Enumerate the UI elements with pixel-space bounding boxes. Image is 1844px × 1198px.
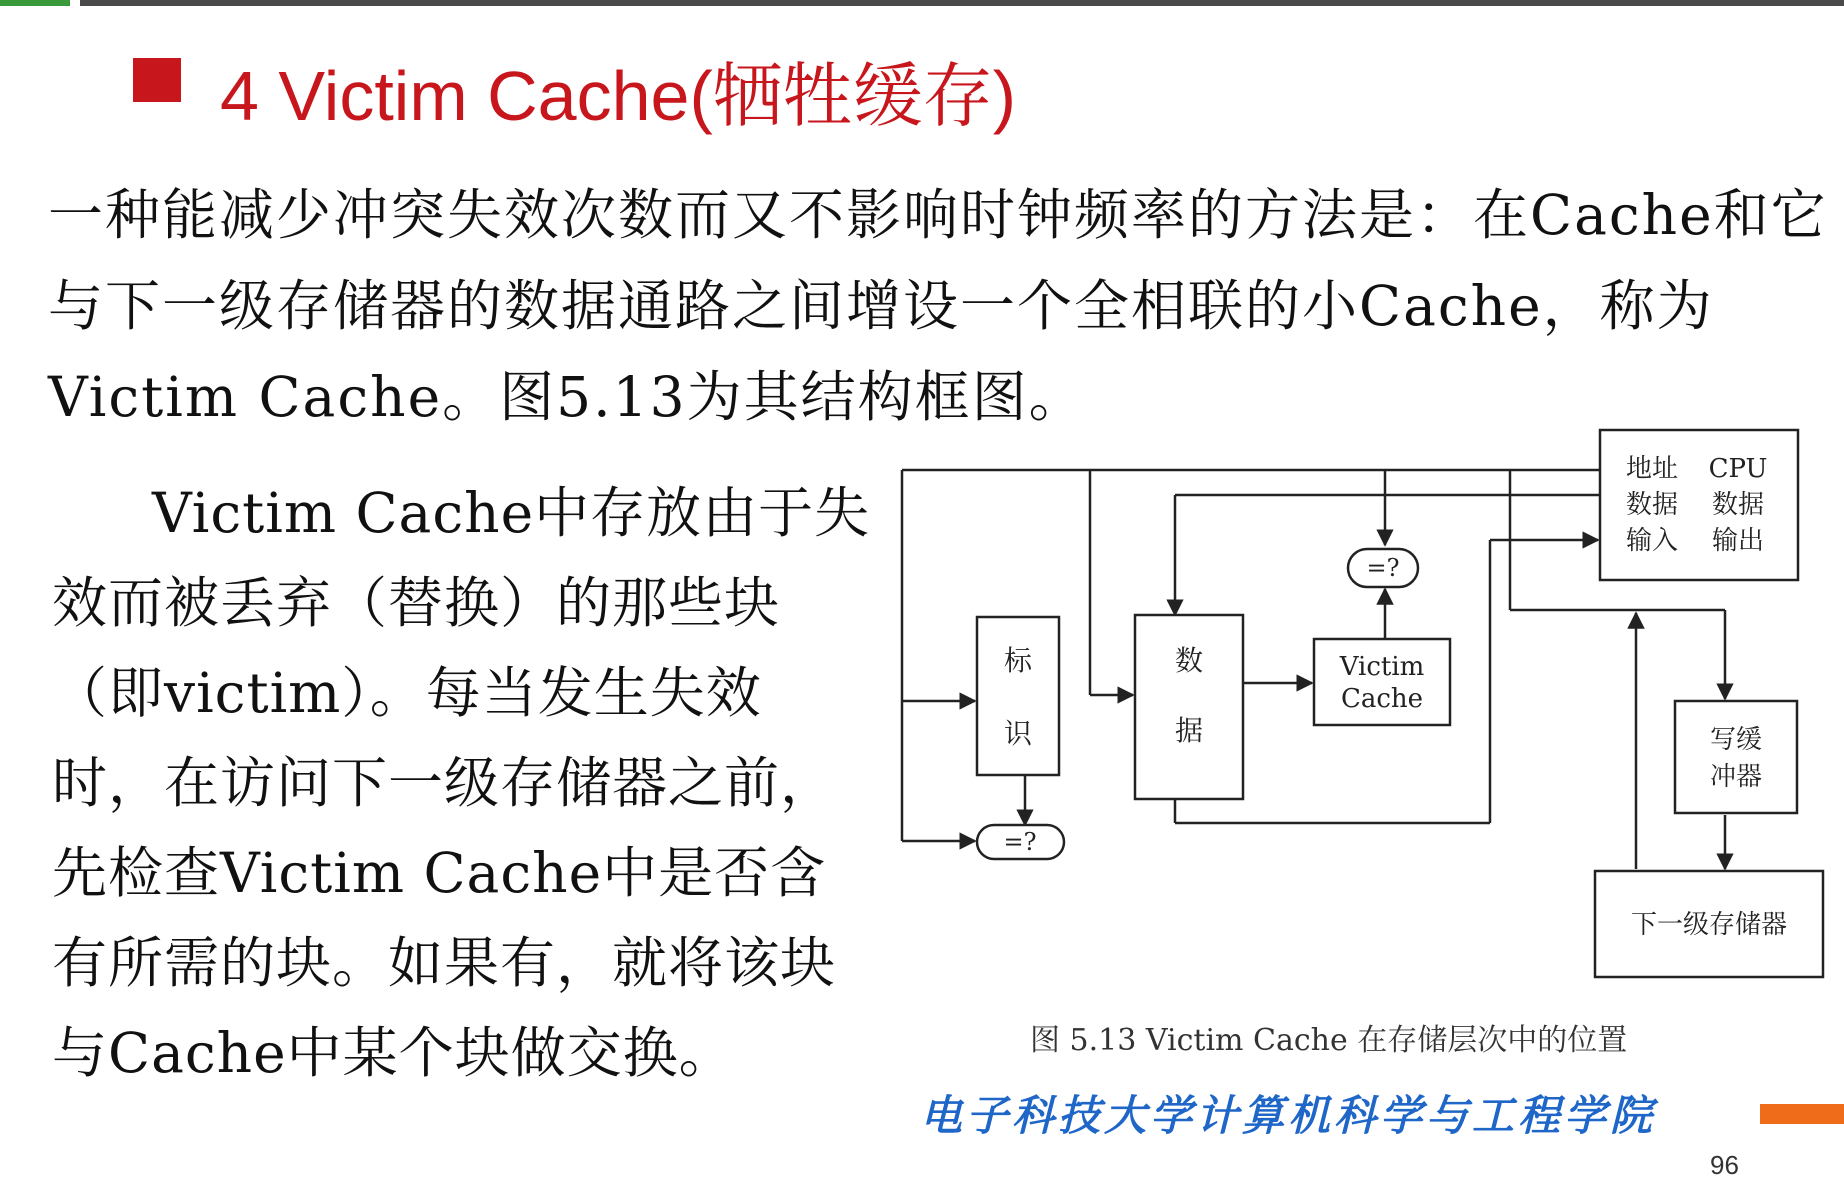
tag-box-label-bottom: 识: [1003, 717, 1033, 750]
cpu-data-input-label: 数据: [1625, 490, 1679, 520]
victim-cache-diagram: [880, 425, 1830, 1015]
tag-box: [977, 617, 1059, 775]
figure-caption: 图 5.13 Victim Cache 在存储层次中的位置: [1030, 1023, 1628, 1058]
cpu-address-label: 地址: [1625, 454, 1679, 484]
data-box: [1135, 615, 1243, 799]
victim-box-label-top: Victim: [1339, 652, 1425, 682]
data-box-label-top: 数: [1174, 644, 1204, 677]
data-box-label-bottom: 据: [1174, 714, 1204, 747]
write-buffer-box: [1675, 701, 1797, 813]
institution-name: 电子科技大学计算机科学与工程学院: [920, 1091, 1657, 1140]
tag-box-label-top: 标: [1003, 644, 1033, 677]
top-divider-bar: [80, 0, 1844, 6]
next-level-storage-label: 下一级存储器: [1630, 910, 1788, 940]
body-paragraph: Victim Cache中存放由于失效而被丢弃（替换）的那些块（即victim）。每当发生失效时，在访问下一级存储器之前，先检查Victim Cache中是否含有所需的块。如果有，就将该块与Cache中某个块做交换。: [52, 481, 871, 1085]
write-buffer-label-top: 写缓: [1709, 725, 1763, 755]
cpu-label: CPU: [1708, 454, 1768, 484]
victim-box-label-bottom: Cache: [1340, 684, 1424, 714]
write-buffer-label-bottom: 冲器: [1709, 762, 1763, 792]
slide-title: 4 Victim Cache(牺牲缓存): [220, 57, 1017, 135]
intro-paragraph: 一种能减少冲突失效次数而又不影响时钟频率的方法是：在Cache和它与下一级存储器的数据通路之间增设一个全相联的小Cache，称为Victim Cache。图5.13为其结构框图。: [48, 183, 1828, 429]
compare-top-label: =?: [1366, 554, 1400, 582]
cpu-input-label: 输入: [1625, 526, 1679, 556]
title-bullet-icon: [133, 58, 181, 102]
cpu-data-output-label: 数据: [1711, 490, 1765, 520]
footer-accent-bar: [1760, 1104, 1844, 1124]
cpu-output-label: 输出: [1711, 526, 1765, 556]
page-number: 96: [1710, 1150, 1739, 1180]
top-accent-bar: [0, 0, 70, 6]
compare-bottom-label: =?: [1003, 828, 1037, 856]
